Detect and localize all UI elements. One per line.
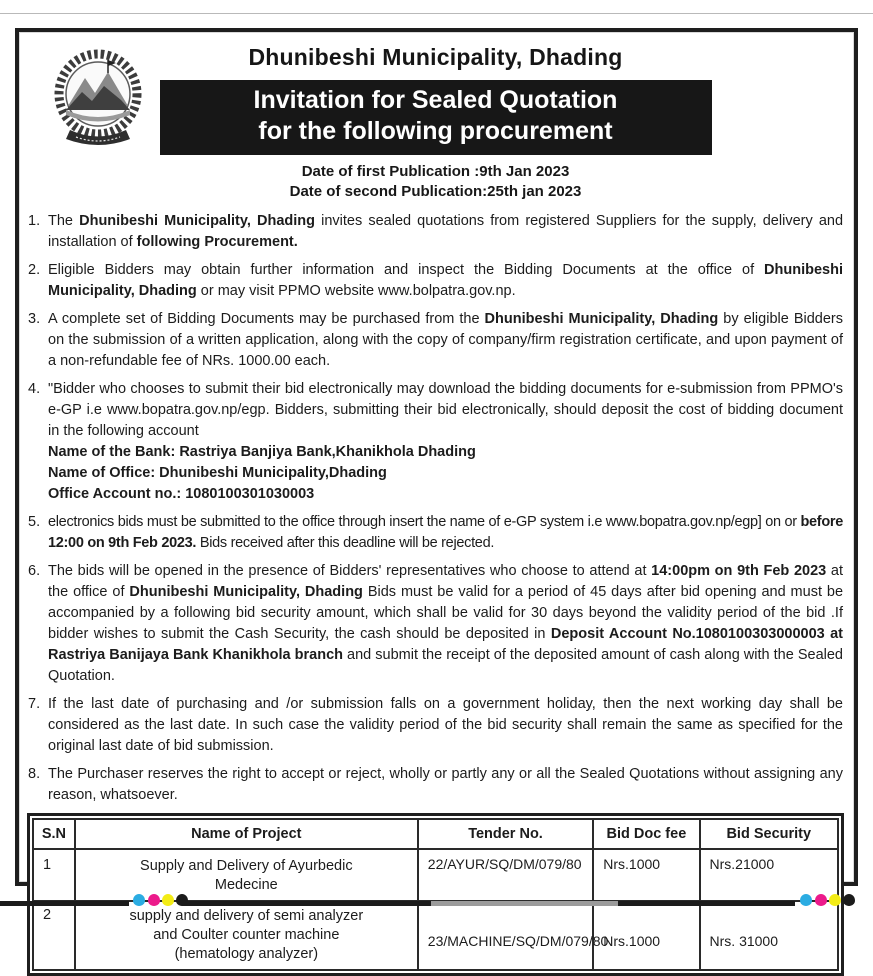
text-segment: Deposit Account No.1080100303000003 at Rastriya Banijaya Bank Khanikhola branch: [48, 626, 844, 663]
cell-tender-number: 22/AYUR/SQ/DM/079/80: [418, 849, 593, 901]
bank-detail-line: Name of the Bank: Rastriya Banjiya Bank,Khanikhola Dhading: [48, 444, 476, 460]
second-publication-date: Date of second Publication:25th jan 2023: [289, 183, 582, 200]
top-divider: [0, 13, 873, 14]
cmyk-dot-black-right: [843, 894, 855, 906]
table-header-cell: Name of Project: [75, 819, 418, 849]
table-header-cell: Tender No.: [418, 819, 593, 849]
table-header-cell: Bid Security: [700, 819, 838, 849]
cell-bid-doc-fee: Nrs.1000: [593, 849, 699, 901]
bank-detail-line: Office Account no.: 1080100301030003: [48, 486, 315, 502]
notice-header: [27, 44, 844, 202]
text-segment: before 12:00 on 9th Feb 2023.: [48, 514, 843, 551]
notice-item: [27, 379, 844, 505]
table-row: [33, 901, 838, 970]
notice-item: [27, 764, 844, 806]
text-segment: The: [48, 213, 80, 229]
projects-table-wrap: [27, 813, 844, 976]
projects-table: [32, 818, 839, 971]
text-segment: and submit the receipt of the deposited amount of cash along with the Sealed Quotation.: [48, 647, 843, 684]
notice-item-text: [48, 512, 844, 554]
text-segment: Eligible Bidders may obtain further information and inspect the Bidding Documents at the office of: [48, 262, 765, 278]
notice-item-number: 8.: [28, 766, 41, 782]
municipal-emblem-icon: [51, 48, 145, 150]
text-segment: Bids must be valid for a period of 45 days after bid opening and must be accompanied by a following bid security amount, which shall be valid for 30 days beyond the validity period of the bid .If bidder wishes to submit the Cash Security, the cash should be deposited in: [48, 584, 844, 642]
project-name-text: Supply and Delivery of Ayurbedic Medecine: [140, 858, 353, 893]
notice-document: [15, 28, 858, 962]
table-header-cell: Bid Doc fee: [593, 819, 699, 849]
cell-serial-number: 1: [33, 849, 75, 901]
projects-table-body: [33, 849, 838, 970]
cell-tender-number: 23/MACHINE/SQ/DM/079/80: [418, 901, 593, 970]
cell-bid-security: Nrs.21000: [700, 849, 838, 901]
text-segment: Dhunibeshi Municipality, Dhading: [129, 584, 363, 600]
municipality-title: Dhunibeshi Municipality, Dhading: [248, 44, 623, 70]
notice-item-number: 5.: [28, 514, 41, 530]
bank-detail-line: Name of Office: Dhunibeshi Municipality,Dhading: [48, 465, 387, 481]
text-segment: Dhunibeshi Municipality, Dhading: [79, 213, 316, 229]
first-publication-date: Date of first Publication :9th Jan 2023: [301, 163, 570, 180]
notice-item: [27, 561, 844, 687]
table-header-cell: S.N: [33, 819, 75, 849]
text-segment: electronics bids must be submitted to the office through insert the name of e-GP system i.e www.bopatra.gov.np/egp] on or: [48, 514, 801, 530]
cell-serial-number: 2: [33, 901, 75, 970]
cell-project-name: [75, 901, 418, 970]
text-segment: A complete set of Bidding Documents may be purchased from the: [48, 311, 485, 327]
notice-item-number: 3.: [28, 311, 41, 327]
banner-line-1: Invitation for Sealed Quotation: [253, 86, 618, 114]
text-segment: invites sealed quotations from registered Suppliers for the supply, delivery and installation of: [48, 213, 844, 250]
text-segment: at the office of: [48, 563, 843, 600]
notice-item: [27, 309, 844, 372]
publication-dates: [27, 162, 844, 202]
notice-item: [27, 512, 844, 554]
notice-list: [27, 211, 844, 806]
text-segment: If the last date of purchasing and /or submission falls on a government holiday, then the next working day shall be considered as the last date. In such case the validity period of the bid security shall remain the same as specified for the original last date of bid submission.: [48, 696, 843, 754]
project-name-text: supply and delivery of semi analyzer and Coulter counter machine (hematology analyzer): [129, 908, 364, 962]
text-segment: Bids received after this deadline will be rejected.: [196, 535, 495, 551]
notice-item-number: 4.: [28, 381, 41, 397]
projects-table-head: [33, 819, 838, 849]
text-segment: The bids will be opened in the presence of Bidders' representatives who choose to attend at: [48, 563, 652, 579]
notice-item-number: 7.: [28, 696, 41, 712]
text-segment: The Purchaser reserves the right to accept or reject, wholly or partly any or all the Sealed Quotations without assigning any reason, whatsoever.: [48, 766, 843, 803]
notice-item-text: [48, 211, 844, 253]
notice-item-text: [48, 260, 844, 302]
text-segment: Dhunibeshi Municipality, Dhading: [48, 262, 843, 299]
cell-project-name: [75, 849, 418, 901]
notice-item-text: [48, 309, 844, 372]
notice-item-number: 6.: [28, 563, 41, 579]
cell-bid-doc-fee: Nrs.1000: [593, 901, 699, 970]
notice-item-number: 2.: [28, 262, 41, 278]
notice-item-text: [48, 379, 844, 505]
notice-item: [27, 694, 844, 757]
banner-line-2: for the following procurement: [258, 117, 613, 145]
notice-item: [27, 211, 844, 253]
text-segment: 14:00pm on 9th Feb 2023: [651, 563, 827, 579]
notice-item-text: [48, 694, 844, 757]
notice-item-text: [48, 561, 844, 687]
notice-item: [27, 260, 844, 302]
text-segment: following Procurement.: [136, 234, 298, 250]
text-segment: Dhunibeshi Municipality, Dhading: [484, 311, 719, 327]
text-segment: "Bidder who chooses to submit their bid electronically may download the bidding documents for e-submission from PPMO's e-GP i.e www.bopatra.gov.np/egp. Bidders, submitting their bid electronically, should deposit the cost of bidding document in the following account: [48, 381, 843, 439]
notice-item-text: [48, 764, 844, 806]
cell-bid-security: Nrs. 31000: [700, 901, 838, 970]
text-segment: by eligible Bidders on the submission of a written application, along with the copy of company/firm registration certificate, and upon payment of a non-refundable fee of NRs. 1000.00 each.: [48, 311, 843, 369]
notice-item-number: 1.: [28, 213, 41, 229]
text-segment: or may visit PPMO website www.bolpatra.gov.np.: [196, 283, 516, 299]
table-row: [33, 849, 838, 901]
notice-banner: [160, 80, 712, 155]
